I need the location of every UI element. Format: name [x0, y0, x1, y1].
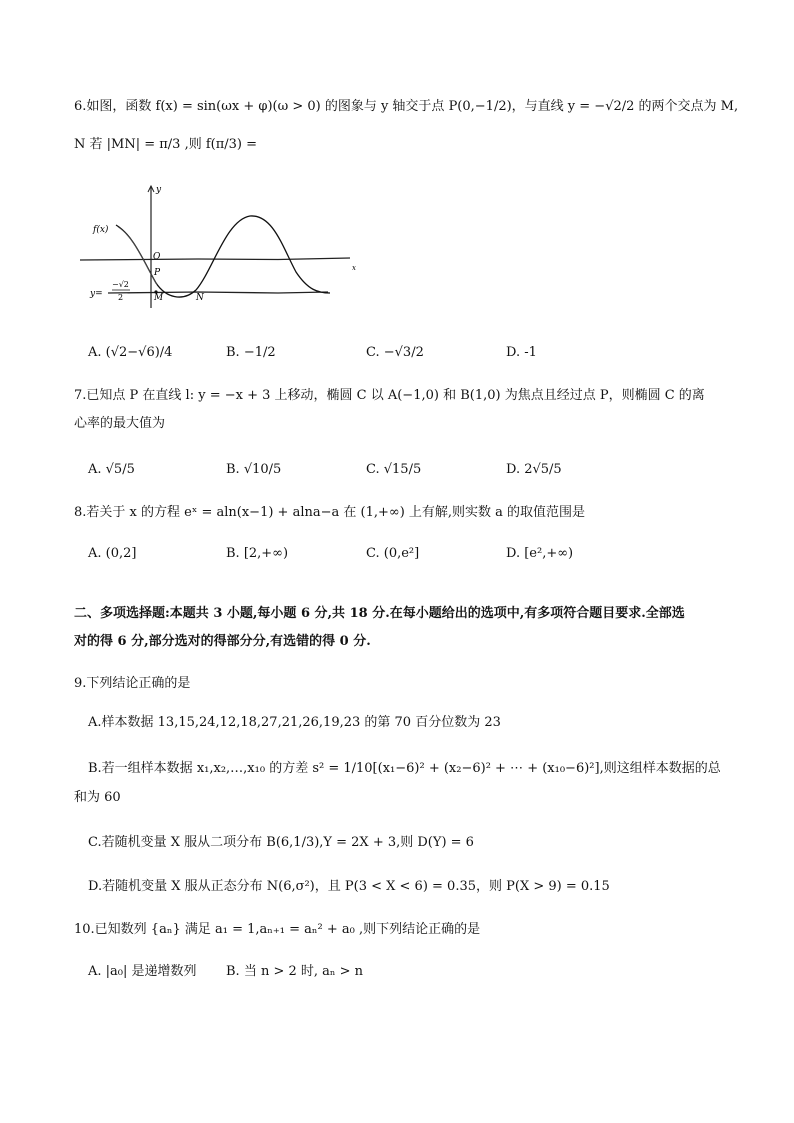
q6-option-c: C. −√3/2 — [366, 345, 424, 360]
q6-option-b: B. −1/2 — [226, 345, 276, 360]
graph-label-p: P — [154, 268, 161, 278]
q9-option-a: A.样本数据 13,15,24,12,18,27,21,26,19,23 的第 70 百分位数为 23 — [88, 715, 501, 730]
q8-stem: 8.若关于 x 的方程 eˣ = aln(x−1) + alna−a 在 (1,+∞) 上有解,则实数 a 的取值范围是 — [74, 505, 586, 520]
graph-label-m: M — [154, 293, 164, 303]
q9-option-c: C.若随机变量 X 服从二项分布 B(6,1/3),Y = 2X + 3,则 D(Y) = 6 — [88, 835, 474, 850]
q6-stem-line1: 6.如图，函数 f(x) = sin(ωx + φ)(ω > 0) 的图象与 y 轴交于点 P(0,−1/2)，与直线 y = −√2/2 的两个交点为 M, — [74, 99, 739, 114]
q9-option-b-line2: 和为 60 — [74, 790, 121, 805]
q10-stem: 10.已知数列 {aₙ} 满足 a₁ = 1,aₙ₊₁ = aₙ² + a₀ ,则下列结论正确的是 — [74, 922, 481, 937]
graph-label-fx: f(x) — [93, 225, 109, 235]
q6-option-d: D. -1 — [506, 345, 537, 360]
graph-label-x: x — [352, 264, 356, 272]
q7-option-c: C. √15/5 — [366, 462, 422, 477]
q7-option-d: D. 2√5/5 — [506, 462, 562, 477]
q10-option-b: B. 当 n > 2 时, aₙ > n — [226, 964, 364, 979]
q10-option-a: A. |a₀| 是递增数列 — [88, 964, 197, 979]
q7-option-b: B. √10/5 — [226, 462, 282, 477]
q9-option-d: D.若随机变量 X 服从正态分布 N(6,σ²)，且 P(3 < X < 6) = 0.35，则 P(X > 9) = 0.15 — [88, 879, 610, 894]
q8-option-d: D. [e²,+∞) — [506, 546, 574, 561]
graph-label-y: y — [156, 185, 162, 195]
graph-label-n: N — [196, 293, 204, 303]
q7-stem-line2: 心率的最大值为 — [74, 416, 166, 431]
q6-option-a: A. (√2−√6)/4 — [88, 345, 173, 360]
section2-heading-line2: 对的得 6 分,部分选对的得部分分,有选错的得 0 分. — [74, 634, 371, 649]
q9-stem: 9.下列结论正确的是 — [74, 676, 191, 691]
q9-option-b-line1: B.若一组样本数据 x₁,x₂,…,x₁₀ 的方差 s² = 1/10[(x₁−6)² + (x₂−6)² + ⋯ + (x₁₀−6)²],则这组样本数据的总 — [88, 761, 721, 776]
graph-label-sqrt2: −√2 — [112, 280, 129, 289]
q8-option-b: B. [2,+∞) — [226, 546, 289, 561]
q6-stem-line2: N 若 |MN| = π/3 ,则 f(π/3) = — [74, 137, 258, 152]
q8-option-c: C. (0,e²] — [366, 546, 420, 561]
q8-option-a: A. (0,2] — [88, 546, 137, 561]
graph-label-origin: O — [153, 252, 161, 262]
q7-stem-line1: 7.已知点 P 在直线 l: y = −x + 3 上移动，椭圆 C 以 A(−1,0) 和 B(1,0) 为焦点且经过点 P，则椭圆 C 的离 — [74, 388, 705, 403]
graph-label-two: 2 — [118, 293, 124, 302]
graph-label-yeq: y= — [90, 289, 103, 299]
q6-function-graph — [78, 180, 368, 315]
section2-heading-line1: 二、多项选择题:本题共 3 小题,每小题 6 分,共 18 分.在每小题给出的选项中,有多项符合题目要求.全部选 — [74, 606, 685, 621]
q7-option-a: A. √5/5 — [88, 462, 135, 477]
